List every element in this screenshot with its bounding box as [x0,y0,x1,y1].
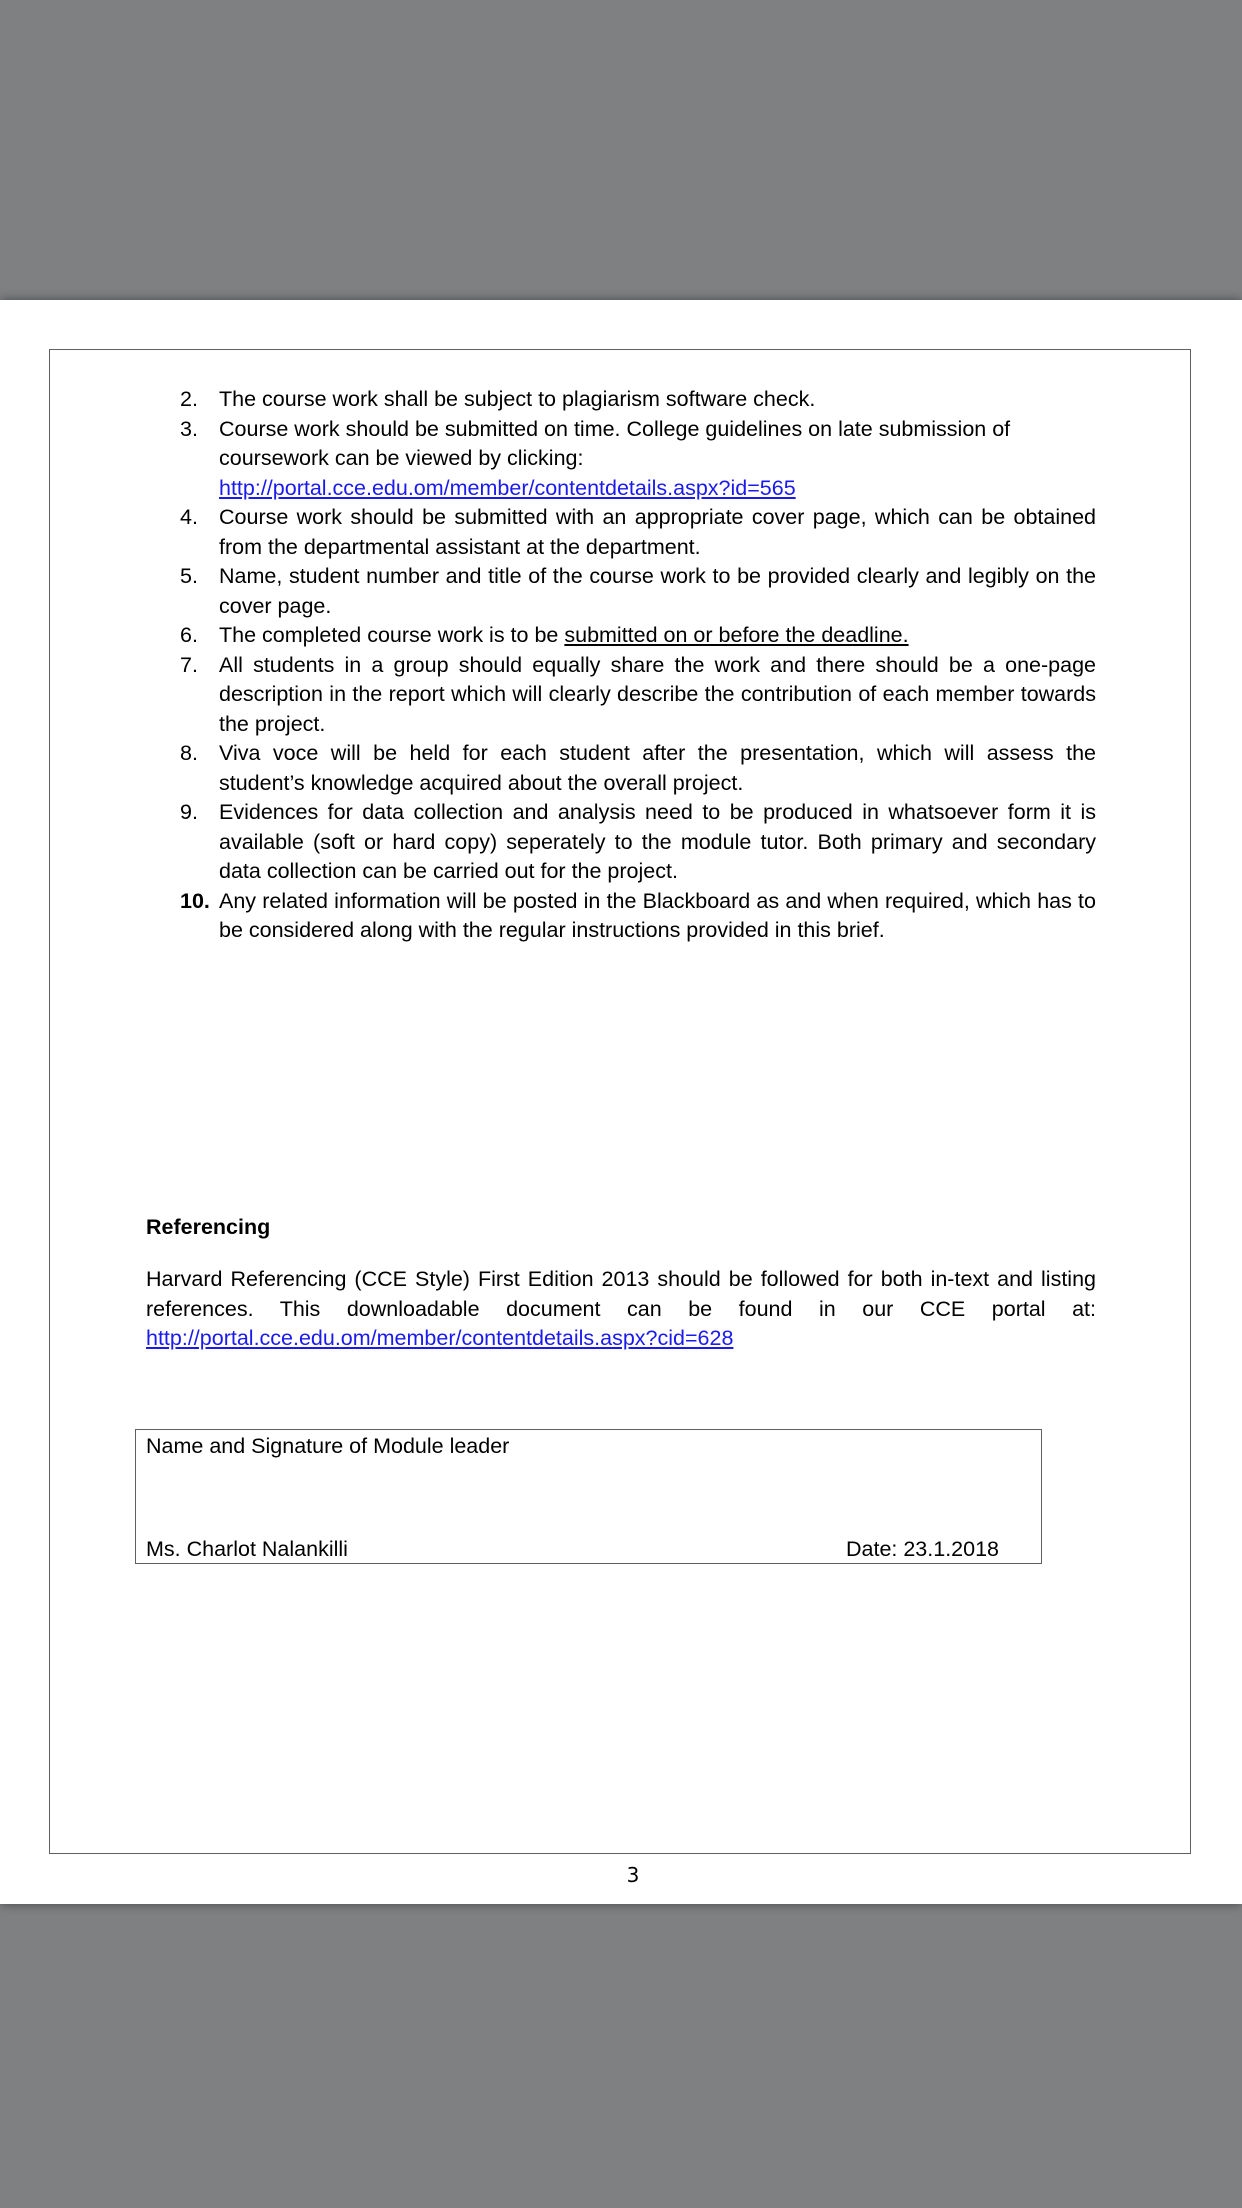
list-item [180,887,1096,946]
list-text: Course work should be submitted on time. College guidelines on late submission of coursework can be viewed by clicking: [219,416,1011,470]
signature-label: Name and Signature of Module leader [146,1434,510,1458]
instructions-list [180,385,1096,946]
list-number: 8. [180,741,198,765]
list-item [180,562,1096,621]
list-number: 3. [180,416,198,441]
referencing-heading: Referencing [146,1215,271,1239]
list-item [180,739,1096,798]
list-number: 10. [180,888,210,913]
referencing-guide-link[interactable]: http://portal.cce.edu.om/member/contentdetails.aspx?cid=628 [146,1326,734,1350]
list-item [180,798,1096,887]
list-number: 5. [180,564,198,588]
list-item [180,385,1096,415]
list-text: Any related information will be posted in the Blackboard as and when required, which has to be considered along with the regular instructions provided in this brief. [219,888,1096,942]
module-leader-name: Ms. Charlot Nalankilli [146,1537,348,1561]
page-number: 3 [626,1863,640,1887]
list-text: The course work shall be subject to plagiarism software check. [219,387,816,411]
list-text: All students in a group should equally share the work and there should be a one-page description in the report which will clearly describe the contribution of each member towards the project. [219,652,1096,736]
list-item [180,621,1096,651]
list-text: The completed course work is to be [219,623,565,647]
list-number: 6. [180,623,198,647]
list-item [180,651,1096,740]
list-item [180,415,1096,504]
list-text: Evidences for data collection and analysis need to be produced in whatsoever form it is available (soft or hard copy) seperately to the module tutor. Both primary and secondary data collection can be carried out for the project. [219,800,1096,883]
list-text: Viva voce will be held for each student after the presentation, which will assess the student’s knowledge acquired about the overall project. [219,741,1096,795]
signature-box [135,1429,1042,1564]
signature-date: Date: 23.1.2018 [845,1537,999,1561]
referencing-paragraph [146,1265,1096,1354]
list-text: Course work should be submitted with an appropriate cover page, which can be obtained from the departmental assistant at the department. [219,505,1096,559]
list-number: 4. [180,505,198,529]
list-text: Name, student number and title of the course work to be provided clearly and legibly on the cover page. [219,564,1096,618]
list-number: 9. [180,800,198,824]
list-number: 2. [180,387,198,411]
document-page [0,300,1242,1904]
deadline-emphasis: submitted on or before the deadline. [564,623,909,647]
referencing-text: Harvard Referencing (CCE Style) First Edition 2013 should be followed for both in-text and listing references. This downloadable document can be found in our CCE portal at: [146,1267,1096,1321]
late-submission-link[interactable]: http://portal.cce.edu.om/member/contentdetails.aspx?id=565 [219,475,796,500]
list-item [180,503,1096,562]
list-number: 7. [180,652,198,677]
